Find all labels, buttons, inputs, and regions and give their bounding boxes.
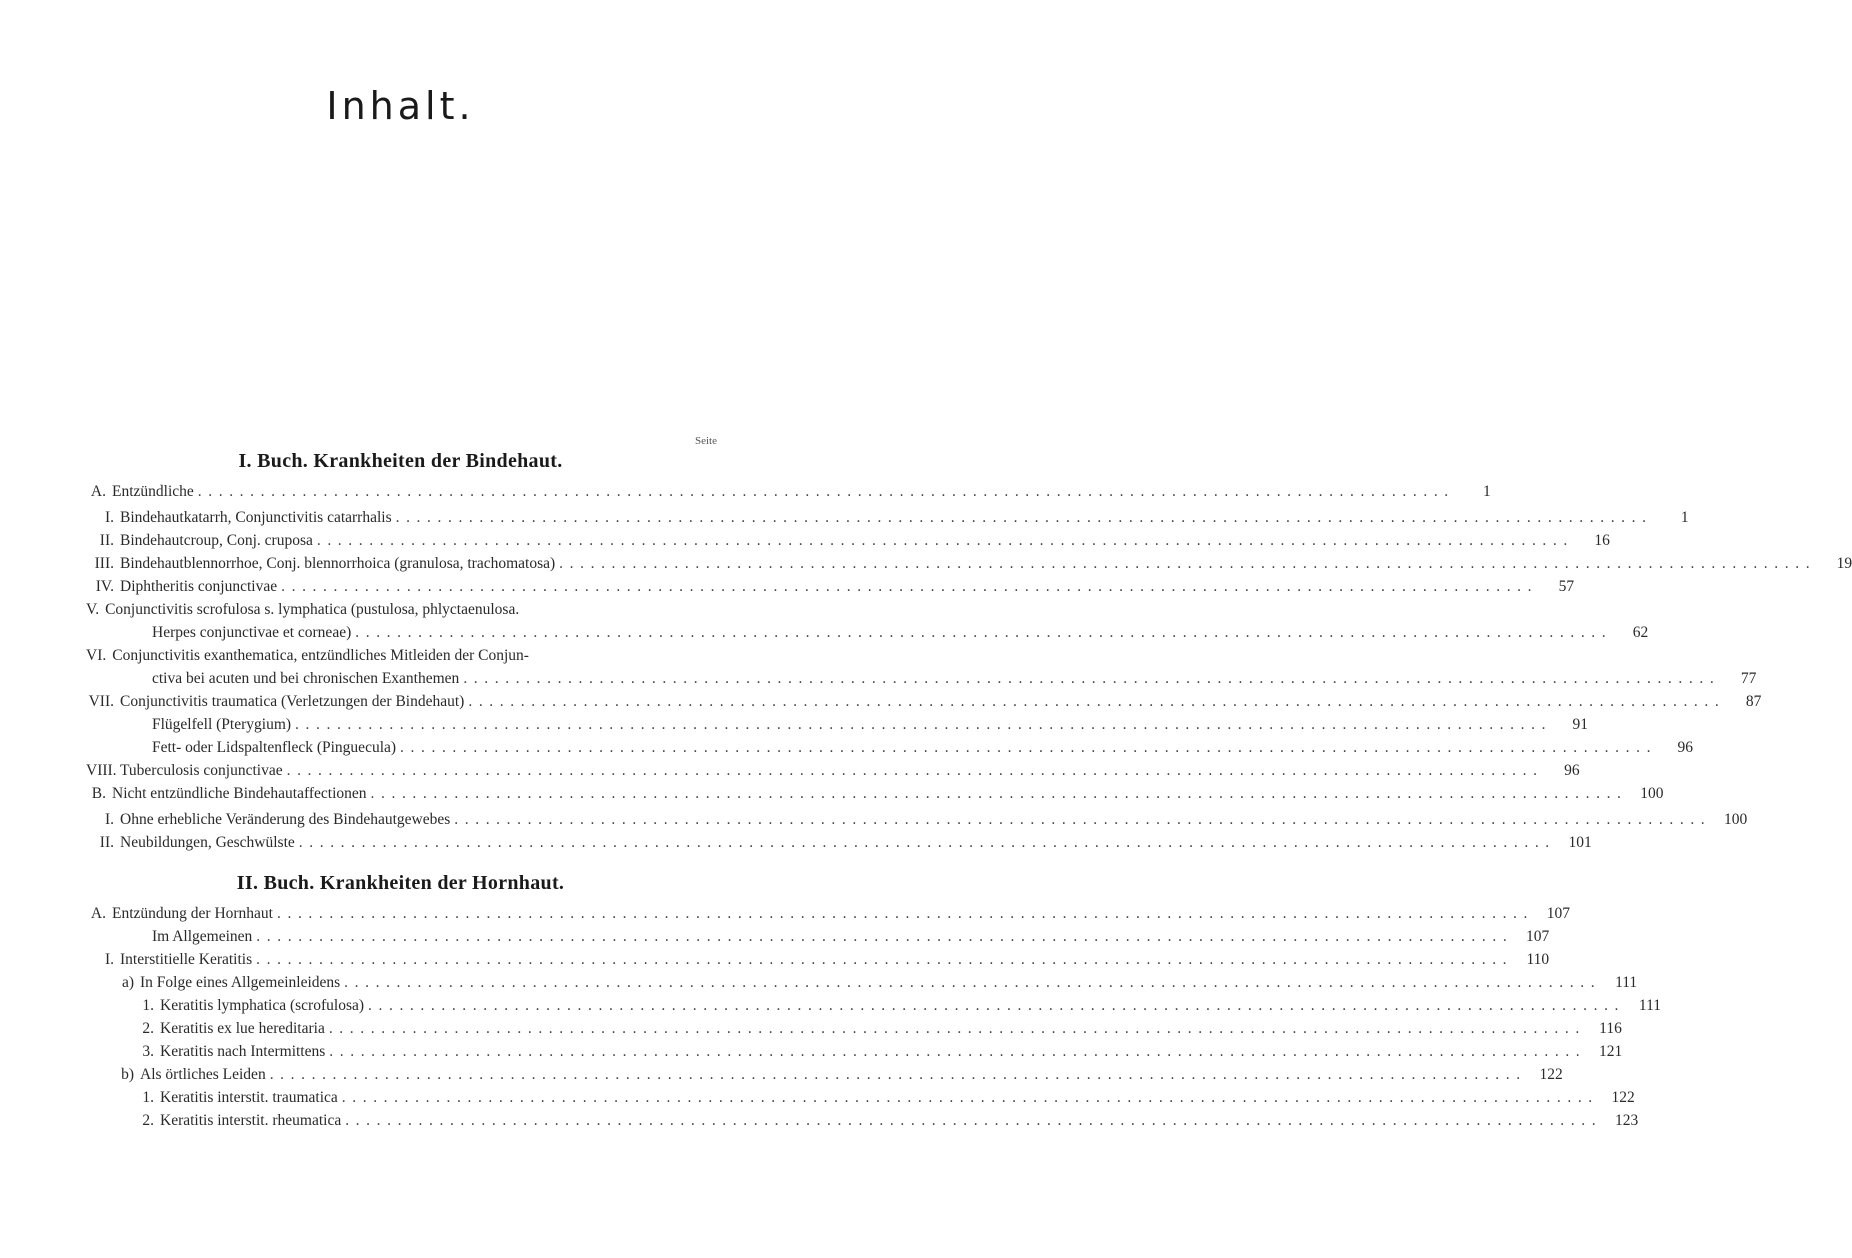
toc-entry [152,737,1694,759]
toc-entry-page: 107 [1546,905,1570,922]
toc-entry-text: Als örtliches Leiden [140,1066,266,1083]
toc-entry-page: 122 [1539,1066,1563,1083]
toc-entry-page: 77 [1740,670,1757,687]
toc-entry-page: 19 [1836,555,1852,572]
toc-entry-text: Conjunctivitis traumatica (Verletzungen der Bindehaut) [120,693,465,710]
toc-entry [86,691,1762,713]
toc-entry-page: 100 [1640,785,1664,802]
dot-leader: ........................................................................................................................ [256,928,1514,945]
toc-entry-page: 111 [1615,974,1638,991]
toc-entry-text: Herpes conjunctivae et corneae) [152,624,352,641]
toc-entry-number: VII. [88,693,114,710]
toc-entry [86,832,1592,854]
toc-entry-number: I. [104,509,114,526]
toc-entry-text: Flügelfell (Pterygium) [152,716,292,733]
toc-entry-text: ctiva bei acuten und bei chronischen Exanthemen [152,670,460,687]
toc-entry [134,1041,1623,1063]
toc-entry-page: 100 [1724,811,1748,828]
toc-entry-page: 62 [1632,624,1649,641]
toc-entry [86,481,1491,503]
toc-entry [134,1018,1622,1040]
dot-leader: ........................................................................................................................ [286,762,1544,779]
toc-entry [86,553,1852,575]
toc-entry-number: II. [99,834,114,851]
toc-entry-text: Conjunctivitis exanthematica, entzündliches Mitleiden der Conjun- [112,647,529,664]
dot-leader: ........................................................................................................................ [197,483,1455,500]
toc-entry [152,668,1757,690]
toc-entry-number: I. [104,951,114,968]
dot-leader: ........................................................................................................................ [295,716,1553,733]
dot-leader: ........................................................................................................................ [463,670,1721,687]
toc-entry [86,783,1664,805]
toc-entry-page: 122 [1611,1089,1635,1106]
toc-entry [86,645,529,667]
toc-entry-text: Keratitis interstit. rheumatica [160,1112,342,1129]
toc-entry-number: 1. [142,997,154,1014]
dot-leader: ........................................................................................................................ [344,974,1602,991]
toc-entry-page: 121 [1599,1043,1623,1060]
toc-entry-number: VI. [86,647,107,664]
dot-leader: ........................................................................................................................ [329,1043,1587,1060]
toc-entry-page: 116 [1599,1020,1622,1037]
book-1-heading: I. Buch. Krankheiten der Bindehaut. [238,450,563,472]
toc-entry [86,576,1575,598]
toc-entry-text: Bindehautkatarrh, Conjunctivitis catarrhalis [120,509,392,526]
book-2-heading: II. Buch. Krankheiten der Hornhaut. [236,872,565,894]
dot-leader: ........................................................................................................................ [316,532,1574,549]
toc-entry [86,903,1570,925]
toc-entry-text: Tuberculosis conjunctivae [120,762,283,779]
dot-leader: ........................................................................................................................ [368,997,1626,1014]
toc-entry-page: 101 [1568,834,1592,851]
toc-entry [152,622,1649,644]
toc-entry-text: Keratitis nach Intermittens [160,1043,326,1060]
dot-leader: ........................................................................................................................ [298,834,1556,851]
toc-entry-text: In Folge eines Allgemeinleidens [140,974,341,991]
dot-leader: ........................................................................................................................ [468,693,1726,710]
toc-entry [152,714,1589,736]
dot-leader: ........................................................................................................................ [395,509,1653,526]
toc-entry-page: 96 [1677,739,1694,756]
toc-entry-text: Neubildungen, Geschwülste [120,834,295,851]
toc-entry-page: 91 [1572,716,1589,733]
toc-entry-text: Bindehautblennorrhoe, Conj. blennorrhoica (granulosa, trachomatosa) [120,555,556,572]
toc-entry-text: Ohne erhebliche Veränderung des Bindehautgewebes [120,811,451,828]
toc-entry [86,599,519,621]
toc-entry [86,507,1689,529]
toc-entry-text: Im Allgemeinen [152,928,253,945]
dot-leader: ........................................................................................................................ [341,1089,1599,1106]
toc-entry [86,949,1550,971]
toc-entry-number: VIII. [86,762,117,779]
toc-entry-text: Entzündliche [112,483,194,500]
toc-entry-text: Bindehautcroup, Conj. cruposa [120,532,313,549]
toc-entry-page: 110 [1526,951,1550,968]
toc-entry-page: 1 [1680,509,1689,526]
dot-leader: ........................................................................................................................ [277,905,1534,922]
dot-leader: ........................................................................................................................ [400,739,1658,756]
toc-entry-number: A. [90,483,106,500]
dot-leader: ........................................................................................................................ [281,578,1539,595]
toc-entry [86,760,1580,782]
page-column-label: Seite [695,435,717,447]
dot-leader: ........................................................................................................................ [454,811,1712,828]
dot-leader: ........................................................................................................................ [370,785,1628,802]
toc-entry-number: B. [91,785,106,802]
dot-leader: ........................................................................................................................ [345,1112,1603,1129]
toc-entry-page: 87 [1745,693,1762,710]
toc-entry-number: III. [94,555,114,572]
toc-entry-text: Conjunctivitis scrofulosa s. lymphatica (pustulosa, phlyctaenulosa. [105,601,520,618]
toc-entry-page: 107 [1526,928,1550,945]
toc-entry-page: 16 [1594,532,1610,549]
toc-entry-text: Diphtheritis conjunctivae [120,578,278,595]
dot-leader: ........................................................................................................................ [256,951,1514,968]
toc-entry [86,809,1748,831]
toc-entry-number: a) [121,974,134,991]
toc-entry [114,1064,1563,1086]
toc-entry [134,995,1662,1017]
toc-entry-text: Entzündung der Hornhaut [112,905,273,922]
toc-entry [152,926,1550,948]
dot-leader: ........................................................................................................................ [559,555,1817,572]
dot-leader: ........................................................................................................................ [269,1066,1527,1083]
dot-leader: ........................................................................................................................ [328,1020,1586,1037]
toc-entry-text: Keratitis interstit. traumatica [160,1089,338,1106]
toc-entry-text: Interstitielle Keratitis [120,951,253,968]
toc-entry-number: 2. [142,1112,154,1129]
toc-entry-text: Keratitis ex lue hereditaria [160,1020,325,1037]
toc-entry [134,1110,1639,1132]
toc-entry-page: 57 [1558,578,1575,595]
toc-entry [86,530,1610,552]
toc-entry-text: Nicht entzündliche Bindehautaffectionen [112,785,367,802]
toc-entry-text: Keratitis lymphatica (scrofulosa) [160,997,365,1014]
toc-entry-number: V. [86,601,100,618]
toc-entry-number: 1. [142,1089,154,1106]
toc-entry-number: IV. [95,578,114,595]
toc-entry-number: I. [104,811,114,828]
toc-entry-number: II. [99,532,114,549]
dot-leader: ........................................................................................................................ [355,624,1613,641]
toc-entry-page: 96 [1564,762,1580,779]
page-title: Inhalt. [326,84,475,128]
toc-entry-page: 123 [1614,1112,1639,1129]
toc-entry [114,972,1638,994]
toc-entry-text: Fett- oder Lidspaltenfleck (Pinguecula) [152,739,397,756]
toc-entry-number: 3. [142,1043,154,1060]
toc-entry-page: 111 [1638,997,1662,1014]
toc-entry-number: A. [90,905,106,922]
toc-entry [134,1087,1635,1109]
toc-entry-number: 2. [142,1020,154,1037]
toc-entry-number: b) [121,1066,134,1083]
toc-entry-page: 1 [1483,483,1491,500]
